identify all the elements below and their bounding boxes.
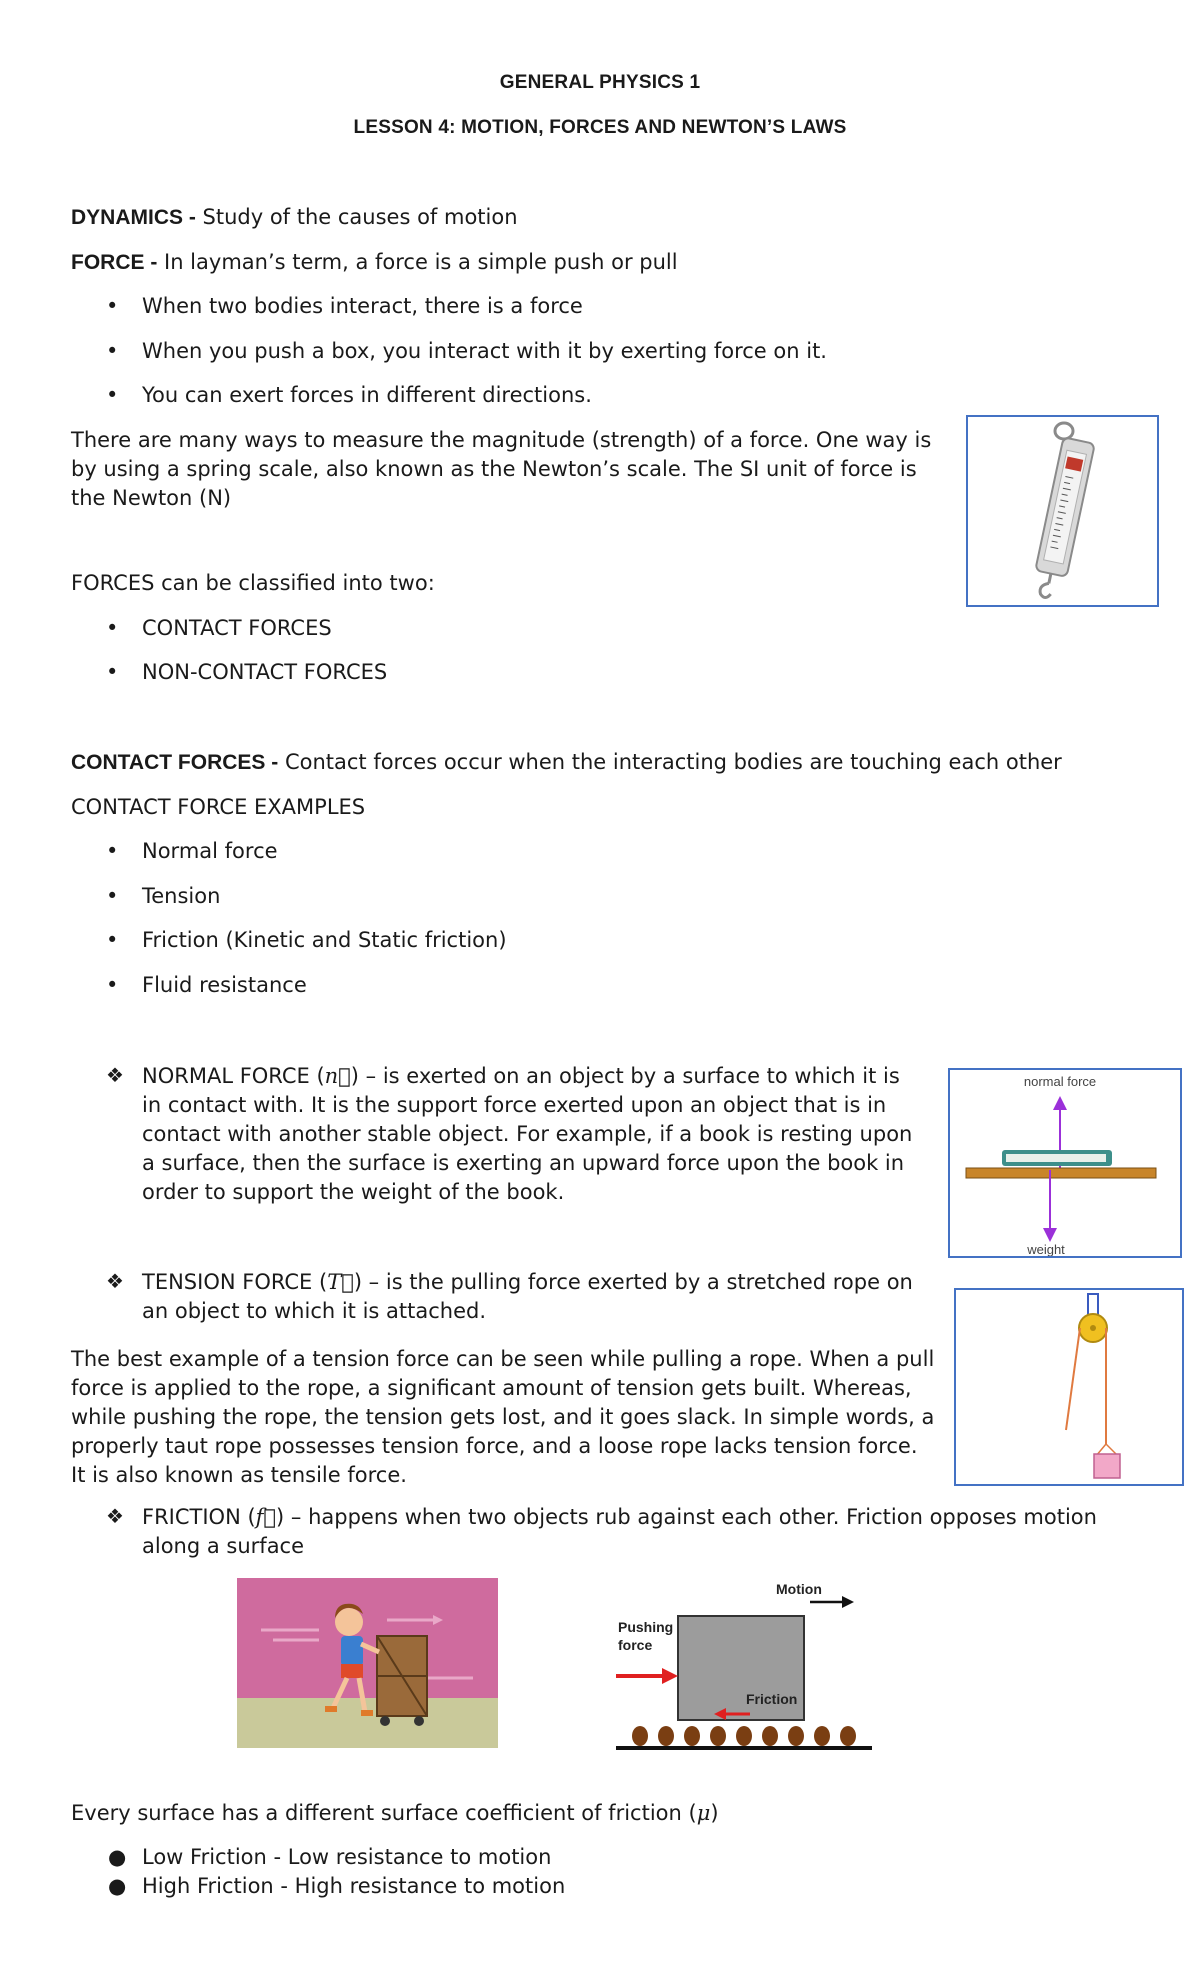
force-text: In layman’s term, a force is a simple push or pull bbox=[157, 250, 678, 274]
coefficient-end: ) bbox=[710, 1801, 719, 1825]
dynamics-term: DYNAMICS - bbox=[71, 206, 196, 229]
bullet-text: High Friction - High resistance to motion bbox=[142, 1874, 566, 1898]
bullet-dot: • bbox=[106, 339, 119, 363]
bullet-dot: • bbox=[106, 928, 119, 952]
friction-forces-diagram bbox=[610, 1578, 880, 1753]
bullet-text: Friction (Kinetic and Static friction) bbox=[142, 928, 507, 952]
friction-level-2 bbox=[108, 1872, 566, 1901]
bullet-text: Fluid resistance bbox=[142, 973, 307, 997]
diamond-bullet-icon: ❖ bbox=[106, 1269, 124, 1293]
classification-intro: FORCES can be classified into two: bbox=[71, 571, 435, 595]
bullet-text: When two bodies interact, there is a force bbox=[142, 294, 583, 318]
normal-force-label: normal force bbox=[1023, 1074, 1097, 1089]
bullet-dot: ● bbox=[108, 1845, 127, 1869]
tension-force-symbol: T⃗ bbox=[327, 1270, 354, 1294]
spring-scale-image bbox=[968, 417, 1157, 605]
friction-symbol: f⃗ bbox=[255, 1505, 277, 1529]
bullet-text: When you push a box, you interact with it by exerting force on it. bbox=[142, 339, 827, 363]
tension-figure bbox=[954, 1288, 1184, 1486]
force-label: force bbox=[618, 1637, 653, 1653]
friction-cartoon-figure bbox=[237, 1578, 498, 1748]
friction-text bbox=[142, 1503, 1102, 1561]
measure-paragraph: There are many ways to measure the magnitude (strength) of a force. One way is by using a spring scale, also known as the Newton’s scale. The SI unit of force is the Newton (N) bbox=[71, 428, 932, 510]
contact-example-3 bbox=[106, 926, 507, 955]
bullet-dot: • bbox=[106, 660, 119, 684]
diamond-bullet-icon: ❖ bbox=[106, 1504, 124, 1528]
weight-label: weight bbox=[1027, 1242, 1065, 1256]
diamond-bullet-icon: ❖ bbox=[106, 1063, 124, 1087]
contact-forces-term: CONTACT FORCES - bbox=[71, 751, 279, 774]
dynamics-definition bbox=[71, 203, 518, 232]
normal-force-text bbox=[142, 1062, 922, 1207]
lesson-title: LESSON 4: MOTION, FORCES AND NEWTON’S LAWS bbox=[353, 117, 847, 138]
bullet-dot: • bbox=[106, 884, 119, 908]
bullet-text: CONTACT FORCES bbox=[142, 616, 332, 640]
motion-label: Motion bbox=[776, 1581, 822, 1597]
contact-example-1 bbox=[106, 837, 278, 866]
tension-paragraph: The best example of a tension force can be seen while pulling a rope. When a pull force is applied to the rope, a significant amount of tension gets built. Whereas, while pushing the rope, the tension gets lost, and it goes slack. In simple words, a properly taut rope possesses tension force, and a loose rope lacks tension force. It is also known as tensile force. bbox=[71, 1347, 935, 1487]
force-term: FORCE - bbox=[71, 251, 158, 274]
classification-item-2 bbox=[106, 658, 388, 687]
bullet-dot: ● bbox=[108, 1874, 127, 1898]
bullet-dot: • bbox=[106, 839, 119, 863]
pulley-diagram bbox=[956, 1290, 1182, 1484]
document-title: GENERAL PHYSICS 1 bbox=[499, 72, 701, 93]
friction-level-1 bbox=[108, 1843, 552, 1872]
contact-forces-definition bbox=[71, 748, 1062, 777]
force-bullet-3 bbox=[106, 381, 592, 410]
friction-block-diagram bbox=[610, 1578, 880, 1753]
bullet-text: Low Friction - Low resistance to motion bbox=[142, 1845, 552, 1869]
bullet-text: You can exert forces in different directions. bbox=[142, 383, 592, 407]
friction-lead: FRICTION ( bbox=[142, 1505, 256, 1529]
spring-scale-figure bbox=[966, 415, 1159, 607]
tension-force-lead: TENSION FORCE ( bbox=[142, 1270, 328, 1294]
bullet-dot: • bbox=[106, 294, 119, 318]
bullet-text: NON-CONTACT FORCES bbox=[142, 660, 388, 684]
classification-item-1 bbox=[106, 614, 332, 643]
force-bullet-1 bbox=[106, 292, 583, 321]
friction-body: ) – happens when two objects rub against each other. Friction opposes motion along a surface bbox=[142, 1505, 1097, 1558]
force-definition bbox=[71, 248, 678, 277]
coefficient-sentence bbox=[71, 1799, 719, 1828]
normal-force-figure bbox=[948, 1068, 1182, 1258]
tension-force-body: ) – is the pulling force exerted by a stretched rope on an object to which it is attached. bbox=[142, 1270, 913, 1323]
mu-symbol: μ bbox=[696, 1801, 711, 1825]
normal-force-body: ) – is exerted on an object by a surface to which it is in contact with. It is the support force exerted upon an object that is in contact with another stable object. For example, if a book is resting upon a surface, then the surface is exerting an upward force upon the book in order to support the weight of the book. bbox=[142, 1064, 913, 1204]
coefficient-lead: Every surface has a different surface coefficient of friction ( bbox=[71, 1801, 697, 1825]
contact-example-2 bbox=[106, 882, 221, 911]
bullet-text: Tension bbox=[142, 884, 221, 908]
contact-example-4 bbox=[106, 971, 307, 1000]
bullet-text: Normal force bbox=[142, 839, 278, 863]
contact-forces-text: Contact forces occur when the interacting bodies are touching each other bbox=[278, 750, 1062, 774]
contact-examples-heading: CONTACT FORCE EXAMPLES bbox=[71, 795, 366, 819]
normal-force-lead: NORMAL FORCE ( bbox=[142, 1064, 325, 1088]
tension-force-text bbox=[142, 1268, 932, 1326]
friction-label: Friction bbox=[746, 1691, 798, 1707]
normal-force-diagram bbox=[950, 1070, 1180, 1256]
boy-pushing-crate-image bbox=[237, 1578, 498, 1748]
normal-force-symbol: n⃗ bbox=[324, 1064, 351, 1088]
pushing-label: Pushing bbox=[618, 1619, 674, 1635]
bullet-dot: • bbox=[106, 383, 119, 407]
dynamics-text: Study of the causes of motion bbox=[195, 205, 518, 229]
bullet-dot: • bbox=[106, 973, 119, 997]
force-bullet-2 bbox=[106, 337, 827, 366]
bullet-dot: • bbox=[106, 616, 119, 640]
